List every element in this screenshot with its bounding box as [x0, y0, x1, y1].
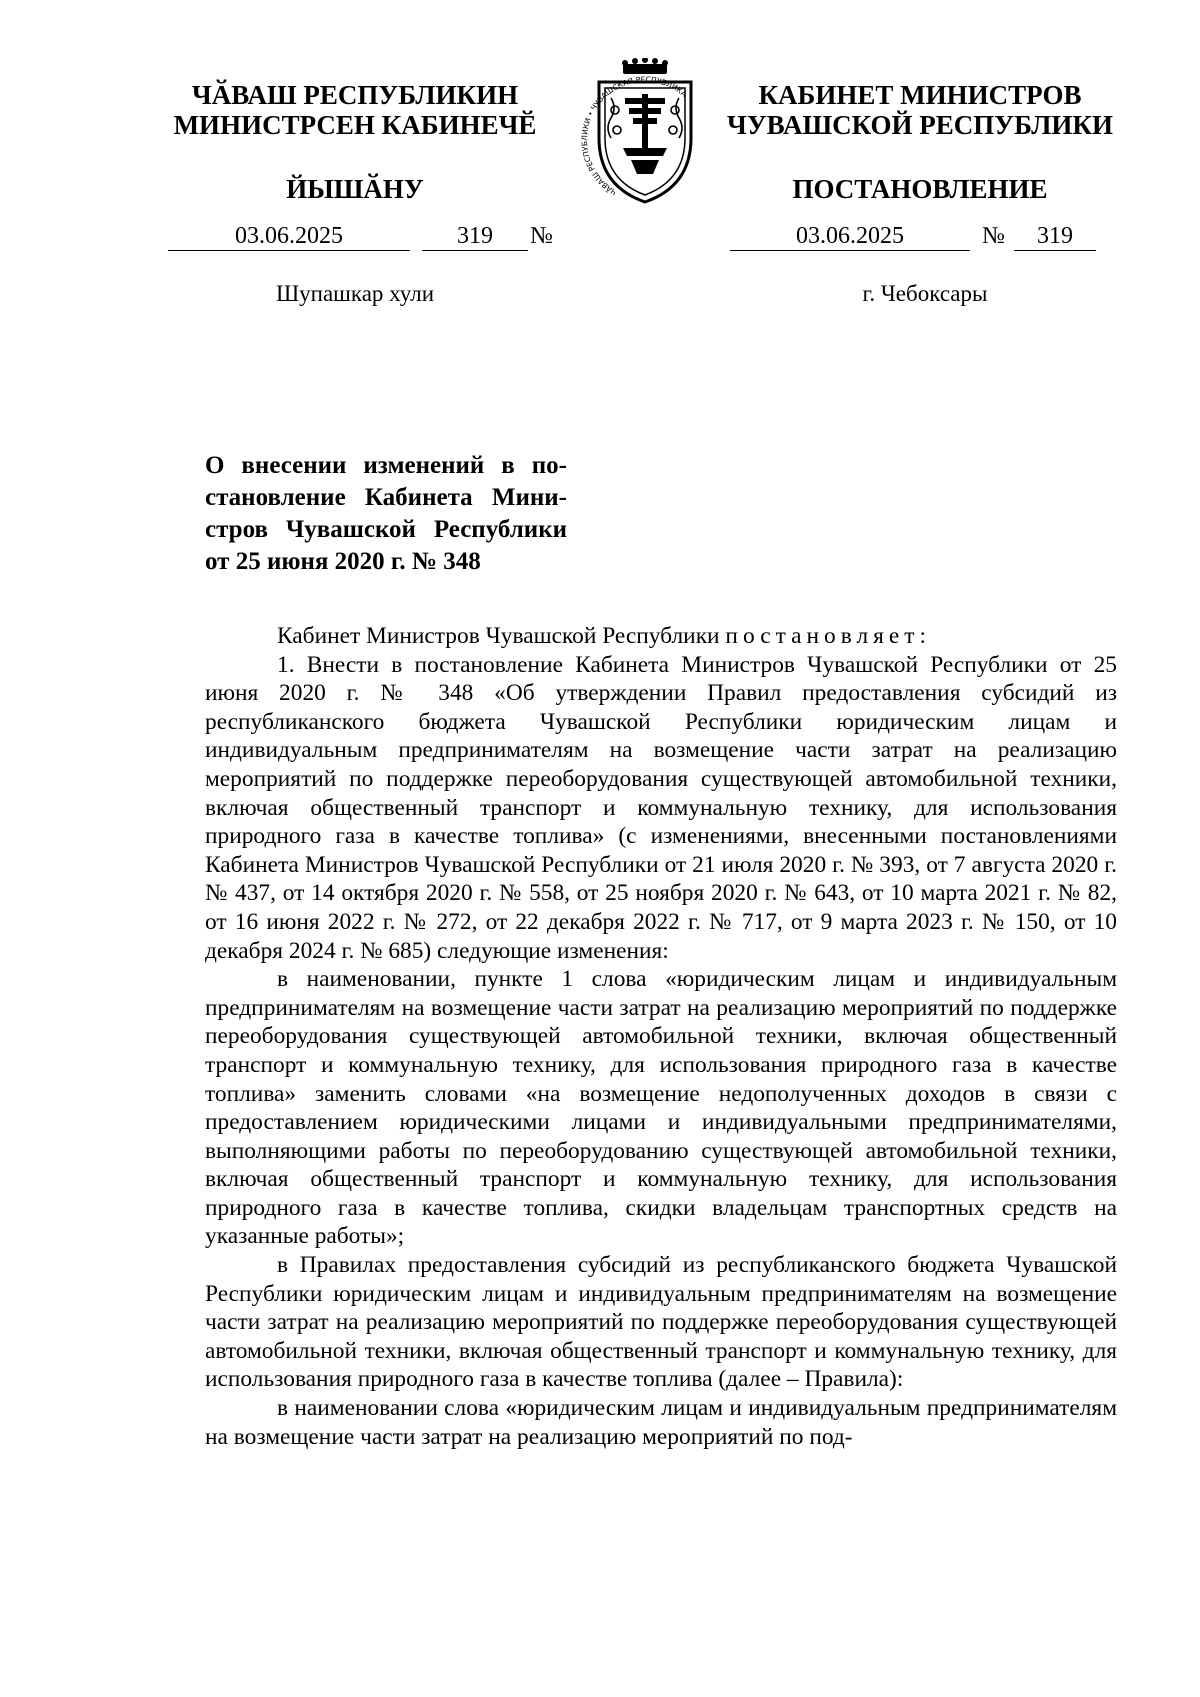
intro-text: Кабинет Министров Чувашской Республики: [277, 623, 726, 649]
header-left: [150, 80, 560, 204]
doc-type-chuvash: ЙЫШӐНУ: [286, 174, 424, 204]
number-sign-left: №: [530, 223, 553, 249]
doc-type-russian: ПОСТАНОВЛЕНИЕ: [792, 174, 1048, 204]
org-name-chuvash-line2: МИНИСТРСЕН КАБИНЕЧӖ: [173, 110, 537, 140]
body-paragraph: в наименовании, пункте 1 слова «юридическим лицам и индивидуальным предпринимателям на возмещение части затрат на реализацию мероприятий по поддержке переоборудования существующей автомобильной техники, включая общественный транспорт и коммунальную технику, для использования природного газа в качестве топлива» заменить словами «на возмещение недополученных доходов в связи с предоставлением юридическими лицами и индивидуальными предпринимателями, выполняющими работы по переоборудованию существующей автомобильной техники, включая общественный транспорт и коммунальную технику, для использования природного газа в качестве топлива, скидки владельцам транспортных средств на указанные работы»;: [205, 966, 1117, 1250]
document-body: [205, 622, 1117, 1451]
body-paragraph: в наименовании слова «юридическим лицам и индивидуальным предпринимателям на возмещение части затрат на реализацию мероприятий по под-: [205, 1395, 1117, 1450]
subject-line: О внесении изменений в по-: [205, 452, 567, 479]
emblem-ring-text: ЧӐВАШ РЕСПУБЛИКИ • ЧУВАШСКАЯ РЕСПУБЛИКА: [579, 74, 689, 197]
subject-line: от 25 июня 2020 г. № 348: [205, 548, 481, 575]
number-field-right: 319: [1014, 222, 1096, 251]
subject-line: становление Кабинета Мини-: [205, 484, 567, 511]
body-intro: [205, 622, 1117, 651]
body-paragraph: в Правилах предоставления субсидий из республиканского бюджета Чувашской Республики юридическим лицам и индивидуальным предпринимателям на возмещение части затрат на реализацию мероприятий по поддержке переоборудования существующей автомобильной техники, включая общественный транспорт и коммунальную технику, для использования природного газа в качестве топлива (далее – Правила):: [205, 1252, 1117, 1393]
city-russian: г. Чебоксары: [862, 281, 988, 306]
org-name-russian-line1: КАБИНЕТ МИНИСТРОВ: [758, 80, 1082, 110]
intro-decree-word: постановляет:: [725, 623, 931, 649]
number-row-left: [168, 222, 558, 252]
subject-line: стров Чувашской Республики: [205, 516, 567, 543]
date-field-left: 03.06.2025: [168, 222, 410, 251]
city-chuvash: Шупашкар хули: [275, 281, 435, 306]
number-sign-right: №: [982, 223, 1005, 249]
org-name-russian-line2: ЧУВАШСКОЙ РЕСПУБЛИКИ: [727, 110, 1113, 140]
number-field-left: 319: [422, 222, 528, 251]
number-row-right: [730, 222, 1120, 252]
date-field-right: 03.06.2025: [730, 222, 970, 251]
document-subject: [205, 450, 567, 578]
org-name-chuvash-line1: ЧӐВАШ РЕСПУБЛИКИН: [191, 80, 519, 110]
header-right: [720, 80, 1120, 204]
body-paragraph: 1. Внести в постановление Кабинета Министров Чувашской Республики от 25 июня 2020 г. № 348 «Об утверждении Правил предоставления субсидий из республиканского бюджета Чувашской Республики юридическим лицам и индивидуальным предпринимателям на возмещение части затрат на реализацию мероприятий по поддержке переоборудования существующей автомобильной техники, включая общественный транспорт и коммунальную технику, для использования природного газа в качестве топлива» (с изменениями, внесенными постановлениями Кабинета Министров Чувашской Республики от 21 июля 2020 г. № 393, от 7 августа 2020 г. № 437, от 14 октября 2020 г. № 558, от 25 ноября 2020 г. № 643, от 10 марта 2021 г. № 82, от 16 июня 2022 г. № 272, от 22 декабря 2022 г. № 717, от 9 марта 2023 г. № 150, от 10 декабря 2024 г. № 685) следующие изменения:: [205, 651, 1117, 964]
coat-of-arms-icon: [573, 58, 717, 208]
